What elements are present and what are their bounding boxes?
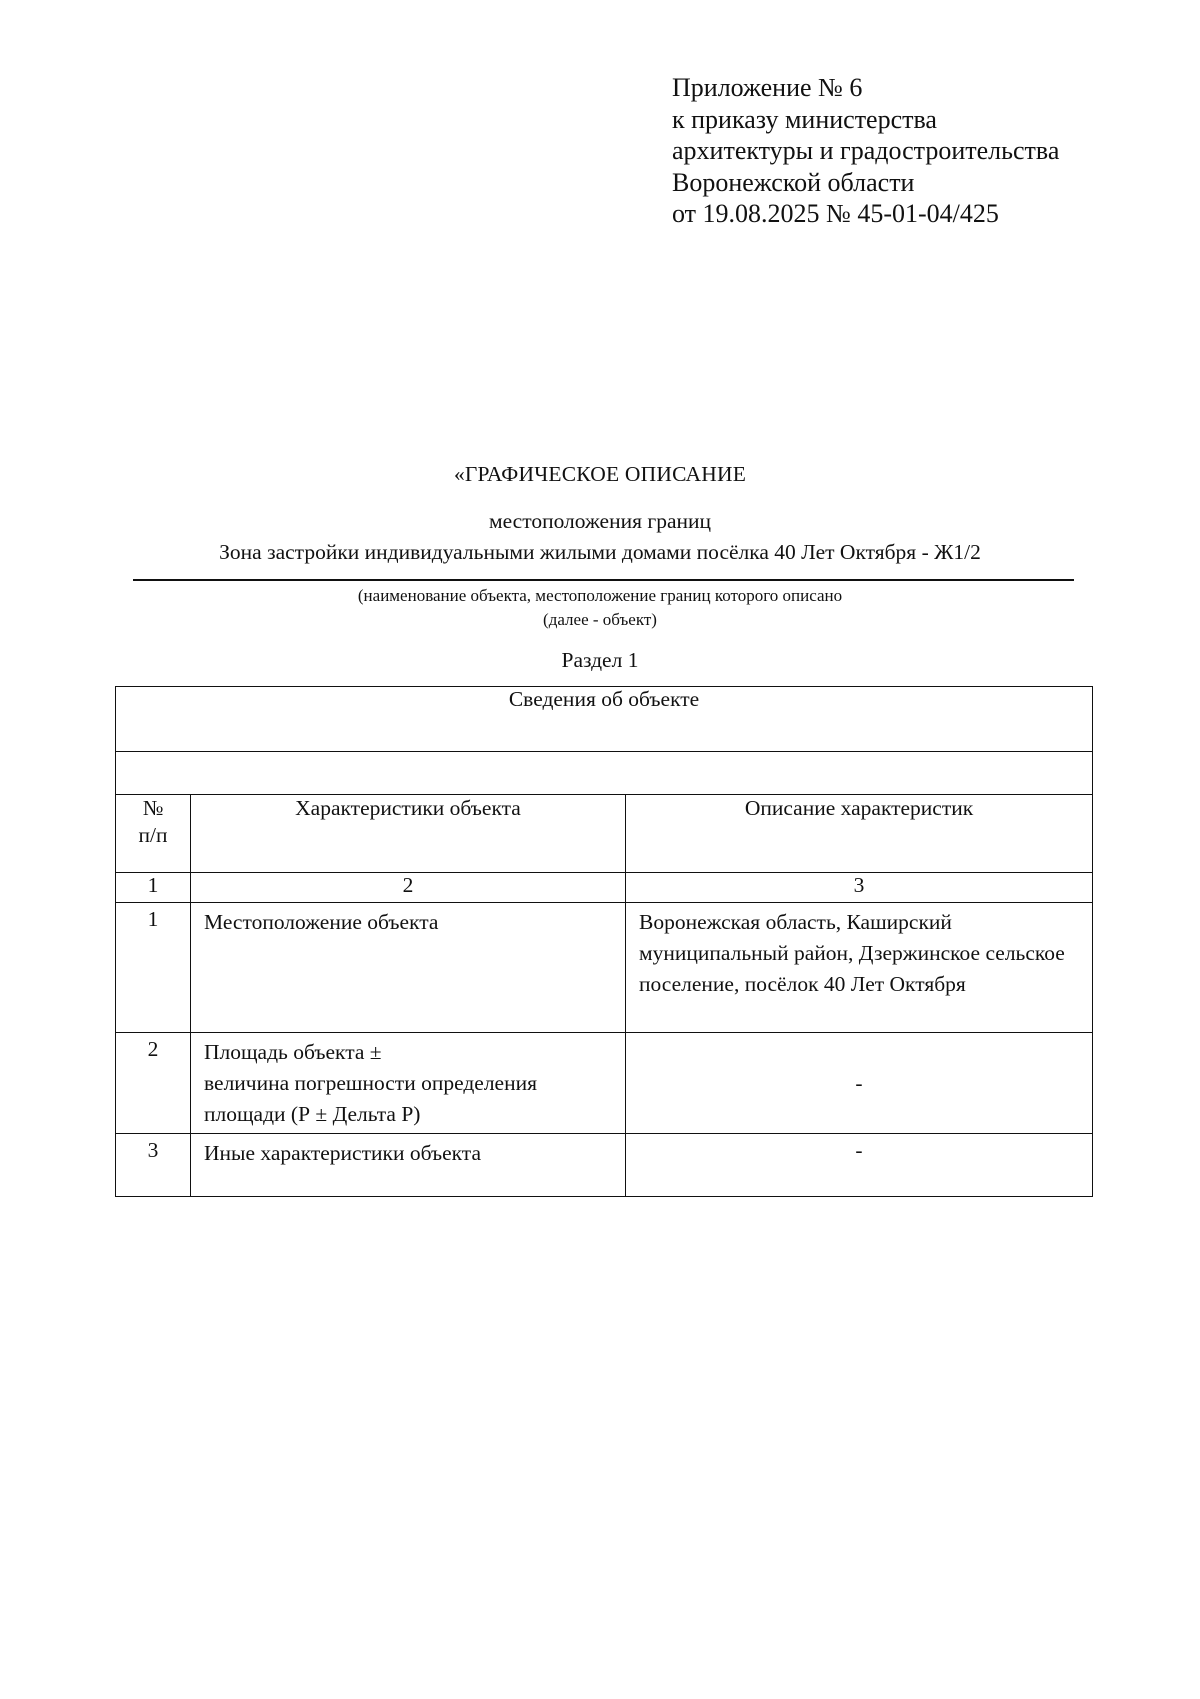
appendix-line-4: Воронежской области bbox=[672, 167, 915, 197]
object-name-note-continued: (далее - объект) bbox=[543, 610, 657, 629]
header-num: № п/п bbox=[116, 795, 191, 873]
header-description: Описание характеристик bbox=[626, 795, 1093, 873]
row-characteristic: Иные характеристики объекта bbox=[191, 1134, 626, 1197]
table-index-row bbox=[116, 873, 1093, 903]
row-number: 2 bbox=[116, 1033, 191, 1134]
row-description: - bbox=[626, 1033, 1093, 1134]
index-cell-2: 2 bbox=[191, 873, 626, 903]
section-heading: Раздел 1 bbox=[561, 648, 639, 672]
row-characteristic: Местоположение объекта bbox=[191, 903, 626, 1033]
appendix-header bbox=[672, 72, 1059, 230]
appendix-line-3: архитектуры и градостроительства bbox=[672, 136, 1060, 165]
index-cell-1: 1 bbox=[116, 873, 191, 903]
object-info-table bbox=[115, 686, 1093, 1197]
header-characteristics: Характеристики объекта bbox=[191, 795, 626, 873]
row-description: Воронежская область, Каширский муниципальный район, Дзержинское сельское поселение, посёлок 40 Лет Октября bbox=[626, 903, 1093, 1033]
row-description: - bbox=[626, 1134, 1093, 1197]
appendix-line-5: от 19.08.2025 № 45-01-04/425 bbox=[672, 199, 999, 228]
object-name: Зона застройки индивидуальными жилыми домами посёлка 40 Лет Октября - Ж1/2 bbox=[219, 540, 981, 564]
document-title: «ГРАФИЧЕСКОЕ ОПИСАНИЕ bbox=[453, 462, 747, 486]
table-row bbox=[116, 1033, 1093, 1134]
table-row bbox=[116, 1134, 1093, 1197]
row-number: 3 bbox=[116, 1134, 191, 1197]
appendix-line-2: к приказу министерства bbox=[672, 104, 937, 134]
row-number: 1 bbox=[116, 903, 191, 1033]
appendix-line-1: Приложение № 6 bbox=[672, 73, 863, 102]
object-name-note: (наименование объекта, местоположение границ которого описано bbox=[357, 586, 843, 605]
table-caption-row bbox=[116, 687, 1093, 752]
row-characteristic: Площадь объекта ± величина погрешности определения площади (Р ± Дельта Р) bbox=[191, 1033, 626, 1134]
table-header-row bbox=[116, 795, 1093, 873]
title-underline bbox=[133, 579, 1074, 581]
index-cell-3: 3 bbox=[626, 873, 1093, 903]
table-empty-row bbox=[116, 752, 1093, 795]
table-row bbox=[116, 903, 1093, 1033]
table-caption: Сведения об объекте bbox=[116, 687, 1093, 752]
document-subtitle: местоположения границ bbox=[488, 509, 712, 533]
table-empty-cell bbox=[116, 752, 1093, 795]
